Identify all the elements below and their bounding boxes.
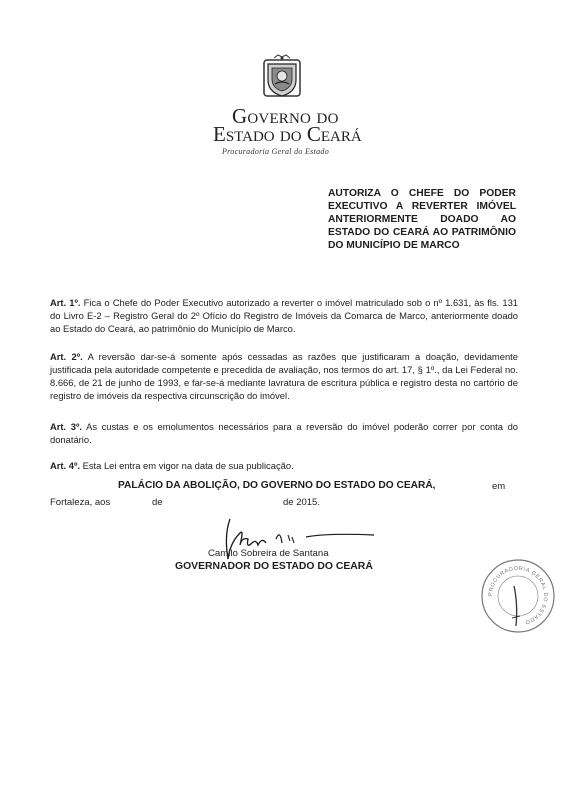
- procuradoria-subtitle: Procuradoria Geral do Estado: [222, 147, 329, 156]
- date-city: Fortaleza, aos: [50, 497, 111, 508]
- svg-text:PROCURADORIA GERAL DO ESTADO: PROCURADORIA GERAL DO ESTADO: [487, 565, 549, 626]
- state-coat-of-arms-icon: [258, 54, 306, 100]
- signer-name: Camilo Sobreira de Santana: [208, 548, 329, 559]
- law-summary: AUTORIZA O CHEFE DO PODER EXECUTIVO A REVERTER IMÓVEL ANTERIORMENTE DOADO AO ESTADO DO CEARÁ AO PATRIMÔNIO DO MUNICÍPIO DE MARCO: [328, 188, 516, 251]
- article-3: Art. 3º. As custas e os emolumentos necessários para a reversão do imóvel poderão correr por conta do donatário.: [50, 421, 519, 445]
- palace-closing: PALÁCIO DA ABOLIÇÃO, DO GOVERNO DO ESTADO DO CEARÁ,: [118, 480, 436, 491]
- article-4: Art. 4º. Esta Lei entra em vigor na data de sua publicação.: [50, 460, 294, 471]
- government-title-line1: GOVERNO DO: [232, 104, 339, 128]
- date-year: de 2015.: [283, 497, 320, 508]
- article-1: Art. 1º. Fica o Chefe do Poder Executivo autorizado a reverter o imóvel matriculado sob o nº 1.631, às fls. 131 do Livro E-2 – Registro Geral do 2º Ofício do Registro de Imóveis da Comarca de Marco, anteriormente doado ao Estado do Ceará, ao patrimônio do Município de Marco.: [50, 297, 519, 334]
- article-2: Art. 2º. A reversão dar-se-á somente após cessadas as razões que justificaram a doação, devidamente justificada pela autoridade competente e precedida de avaliação, nos termos do art. 17, § 1º., da Lei Federal no. 8.666, de 21 de junho de 1993, e far-se-á mediante lavratura de escritura pública e registro desta no cartório de registro de imóveis da respectiva circunscrição do imóvel.: [50, 351, 518, 401]
- date-month-de: de: [152, 497, 163, 508]
- signer-title: GOVERNADOR DO ESTADO DO CEARÁ: [175, 561, 373, 572]
- official-round-stamp-icon: [478, 556, 558, 636]
- palace-closing-end: em: [492, 481, 506, 492]
- government-title-line2: ESTADO DO CEARÁ: [213, 122, 362, 146]
